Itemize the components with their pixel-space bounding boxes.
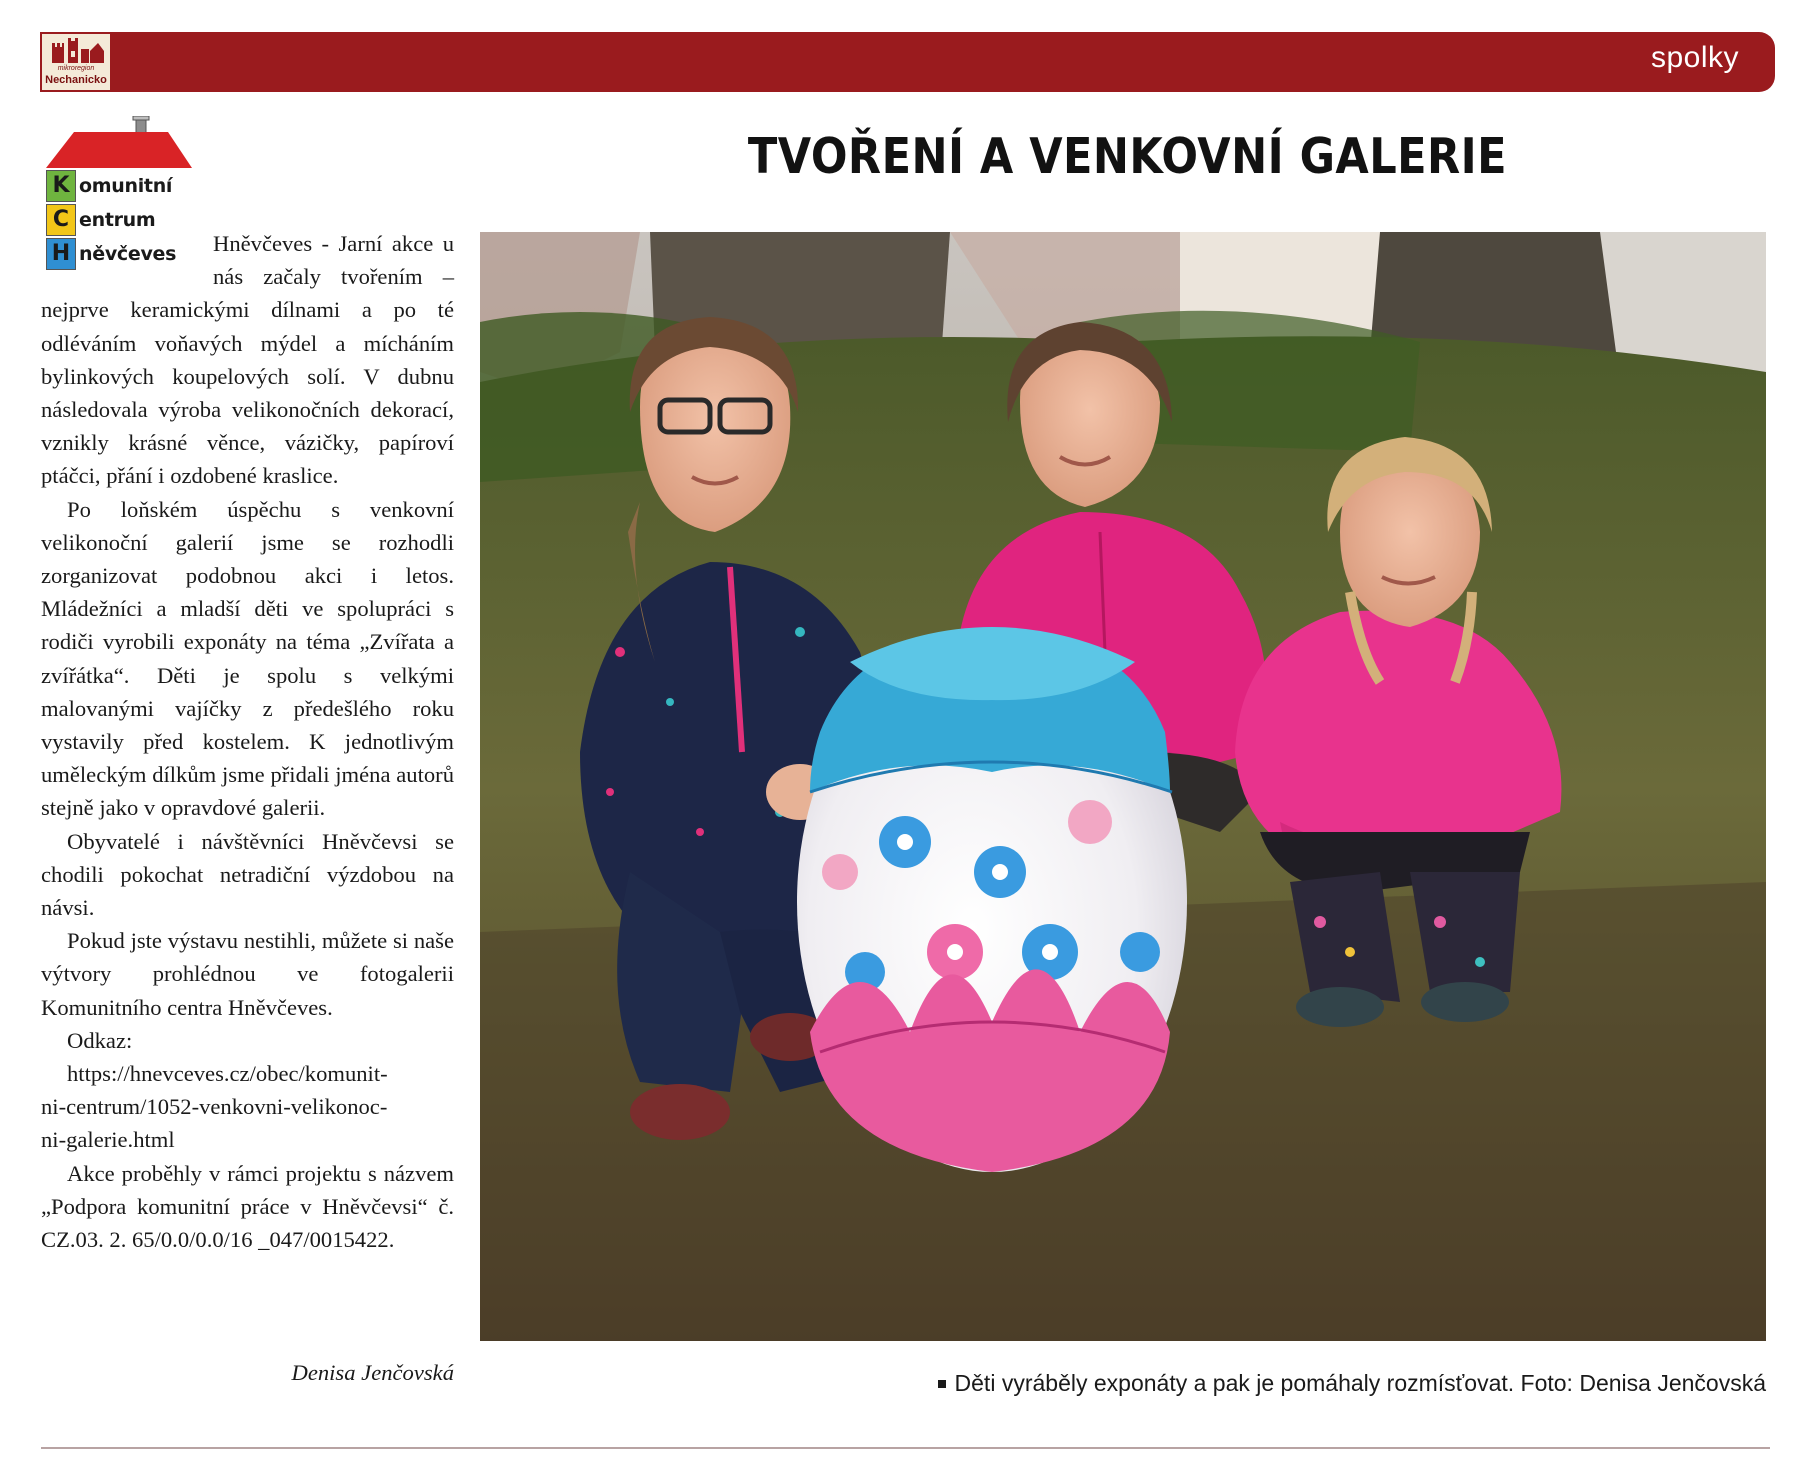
kch-word-centrum: entrum xyxy=(79,209,156,231)
house-roof-icon xyxy=(44,116,194,170)
caption-bullet-icon xyxy=(938,1380,946,1388)
logo-name: Nechanicko xyxy=(45,74,107,86)
nechanicko-logo xyxy=(40,32,112,92)
article-body xyxy=(41,227,454,1256)
link-line-1[interactable]: https://hnevceves.cz/obec/komunit- xyxy=(67,1061,388,1087)
link-line-3[interactable]: ni-galerie.html xyxy=(41,1127,175,1153)
article-title: TVOŘENÍ A VENKOVNÍ GALERIE xyxy=(747,128,1508,185)
kch-row-k xyxy=(46,170,172,202)
kch-letter-c: C xyxy=(46,204,76,236)
paragraph-1: Hněvčeves - Jarní akce u nás začaly tvořením – nejprve keramickými dílnami a po té odléváním voňavých mýdel a mícháním bylinkových koupelových solí. V dubnu následovala výroba velikonočních dekorací, vznikly krásné věnce, vázičky, papíroví ptáčci, přání i ozdobené kraslice. xyxy=(41,231,454,489)
logo-subtitle: mikroregion xyxy=(57,65,95,72)
photo-caption xyxy=(938,1370,1766,1397)
article-photo xyxy=(480,232,1766,1341)
paragraph-3: Obyvatelé i návštěvníci Hněvčevsi se chodili pokochat netradiční výzdobou na návsi. xyxy=(41,828,454,921)
link-line-2[interactable]: ni-centrum/1052-venkovni-velikonoc- xyxy=(41,1094,388,1120)
children-with-egg-photo xyxy=(480,232,1766,1341)
caption-text: Děti vyráběly exponáty a pak je pomáhaly rozmísťovat. Foto: Denisa Jenčovská xyxy=(954,1370,1766,1396)
paragraph-link-label: Odkaz: xyxy=(67,1027,133,1053)
author-signature: Denisa Jenčovská xyxy=(291,1360,454,1385)
kch-word-hnevceves: něvčeves xyxy=(79,243,177,265)
header-bar xyxy=(40,32,1775,92)
castle-icon xyxy=(48,37,106,65)
section-label: spolky xyxy=(1650,41,1739,74)
kch-letter-k: K xyxy=(46,170,76,202)
kch-letter-h: H xyxy=(46,238,76,270)
kch-word-komunitni: omunitní xyxy=(79,175,173,197)
paragraph-4: Pokud jste výstavu nestihli, můžete si naše výtvory prohlédnou ve fotogalerii Komunitního centra Hněvčeves. xyxy=(41,928,454,1020)
painted-egg xyxy=(797,627,1187,1172)
bottom-divider xyxy=(41,1447,1770,1449)
paragraph-closing: Akce proběhly v rámci projektu s názvem „Podpora komunitní práce v Hněvčevsi“ č. CZ.03. 2. 65/0.0/0.0/16 _047/0015422. xyxy=(41,1160,454,1253)
paragraph-2: Po loňském úspěchu s venkovní velikonoční galerií jsme se rozhodli zorganizovat podobnou akci i letos. Mládežníci a mladší děti ve spolupráci s rodiči vyrobili exponáty na téma „Zvířata a zvířátka“. Děti je spolu s velkými malovanými vajíčky z předešlého roku vystavily před kostelem. K jednotlivým uměleckým dílkům jsme přidali jména autorů stejně jako v opravdové galerii. xyxy=(41,496,454,821)
